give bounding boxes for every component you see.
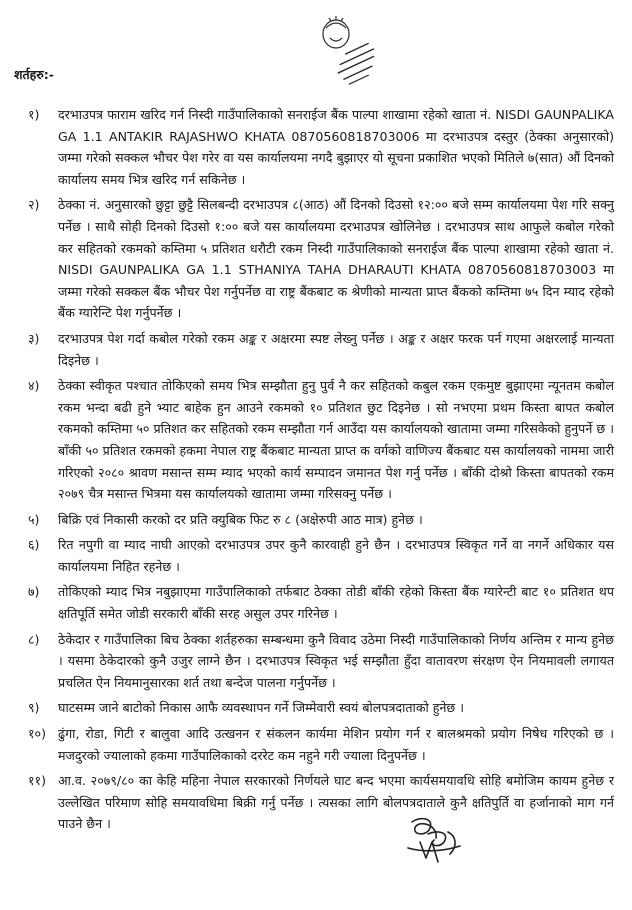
term-number: ८) <box>28 631 40 647</box>
terms-heading: शर्तहरु:- <box>14 67 54 82</box>
term-number: ५) <box>28 511 40 527</box>
term-item <box>28 581 614 624</box>
term-text: आ.व. २०७९/८० का केहि महिना नेपाल सरकारको निर्णयले घाट बन्द भएमा कार्यसमयावधि सोहि बमोजिम कायम हुनेछ र उल्लेखित परिमाण सोहि समयावधिमा बिक्री गर्नु पर्नेछ । त्यसका लागि बोलपत्रदाताले कुनै क्षतिपुर्ति वा हर्जानाको माग गर्न पाउने छैन । <box>58 773 614 832</box>
term-item <box>28 375 614 505</box>
term-number: ७) <box>28 584 40 600</box>
term-text: ठेकेदार र गाउँपालिका बिच ठेक्का शर्तहरुका सम्बन्धमा कुनै विवाद उठेमा निस्दी गाउँपालिकाको निर्णय अन्तिम र मान्य हुनेछ । यसमा ठेकेदारको कुनै उजुर लाग्ने छैन । दरभाउपत्र स्विकृत भई सम्झौता हुँदा वातावरण संरक्षण ऐन नियमावली लगायत प्रचलित ऐन नियमानुसारका शर्त तथा बन्देज पालना गर्नुपर्नेछ । <box>58 631 614 690</box>
term-item <box>28 770 614 835</box>
term-number: ११) <box>28 773 47 789</box>
term-number: १०) <box>28 726 47 742</box>
term-text: दरभाउपत्र पेश गर्दा कबोल गरेको रकम अङ्क र अक्षरमा स्पष्ट लेख्नु पर्नेछ । अङ्क र अक्षर फरक पर्न गएमा अक्षरलाई मान्यता दिइनेछ । <box>58 330 614 368</box>
term-text: रित नपुगी वा म्याद नाघी आएको दरभाउपत्र उपर कुनै कारवाही हुने छैन । दरभाउपत्र स्विकृत गर्ने वा नगर्ने अधिकार यस कार्यालयमा निहित रहनेछ । <box>58 537 614 574</box>
term-number: ९) <box>28 700 40 716</box>
office-seal-logo <box>286 12 390 88</box>
term-text: दरभाउपत्र फाराम खरिद गर्न निस्दी गाउँपालिकाको सनराईज बैंक पाल्पा शाखामा रहेको खाता नं. NISDI GAUNPALIKA GA 1.1 ANTAKIR RAJASHWO KHATA 0870560818703006 मा दरभाउपत्र दस्तुर (ठेक्का अनुसारको) जम्मा गरेको सक्कल भौचर पेश गरेर वा यस कार्यालयमा नगदै बुझाएर यो सूचना प्रकाशित भएको मितिले ७(सात) औं दिनको कार्यालय समय भित्र खरिद गर्न सकिनेछ । <box>58 107 614 187</box>
term-number: १) <box>28 107 40 122</box>
term-item <box>28 509 614 531</box>
term-text: ठेक्का स्वीकृत पश्चात तोकिएको समय भित्र सम्झौता हुनु पुर्व नै कर सहितको कबुल रकम एकमुष्ट बुझाएमा न्यूनतम कबोल रकम भन्दा बढी हुने भ्याट बाहेक हुन आउने रकमको १० प्रतिशत छुट दिइनेछ । सो नभएमा प्रथम किस्ता बापत कबोल रकमको कम्तिमा ५० प्रतिशत कर सहितको रकम सम्झौता गर्न आउँदा यस कार्यालयको खातामा जम्मा गरिसकेको हुनुपर्ने छ । बाँकी ५० प्रतिशत रकमको हकमा नेपाल राष्ट्र बैंकबाट मान्यता प्राप्त क वर्गको वाणिज्य बैंकबाट यस कार्यालयको नाममा जारी गरिएको २०८० श्रावण मसान्त सम्म म्याद भएको कार्य सम्पादन जमानत पेश गर्नु पर्नेछ । बाँकी दोश्रो किस्ता बापतको रकम २०७९ चैत्र मसान्त भित्रमा यस कार्यालयको खातामा जम्मा गरिसक्नु पर्नेछ । <box>58 378 614 502</box>
term-item <box>28 697 614 719</box>
term-number: ४) <box>28 378 40 394</box>
term-item <box>28 723 614 766</box>
term-item <box>28 328 614 371</box>
term-number: २) <box>28 197 40 213</box>
term-item <box>28 534 614 577</box>
term-item <box>28 104 614 190</box>
term-number: ३) <box>28 330 40 346</box>
term-text: ढुंगा, रोडा, गिटी र बालुवा आदि उत्खनन र संकलन कार्यमा मेशिन प्रयोग गर्न र बालश्रमको प्रयोग निषेध गरिएको छ । मजदुरको ज्यालाको हकमा गाउँपालिकाको दररेट कम नहुने गरी ज्याला दिनुपर्नेछ । <box>58 726 614 763</box>
term-text: ठेक्का नं. अनुसारको छुट्टा छुट्टै सिलबन्दी दरभाउपत्र ८(आठ) औं दिनको दिउसो १२:०० बजे सम्म कार्यालयमा पेश गरि सक्नु पर्नेछ । साथै सोही दिनको दिउसो १:०० बजे यस कार्यालयमा दरभाउपत्र खोलिनेछ । दरभाउपत्र साथ आफुले कबोल गरेको कर सहितको रकमको कम्तिमा ५ प्रतिशत धरौटी रकम निस्दी गाउँपालिकाको सनराईज बैंक पाल्पा शाखामा रहेको खाता नं. NISDI GAUNPALIKA GA 1.1 STHANIYA TAHA DHARAUTI KHATA 0870560818703003 मा जम्मा गरेको सक्कल बैंक भौचर पेश गर्नुपर्नेछ वा राष्ट्र बैंकबाट क श्रेणीको मान्यता प्राप्त बैंकको कम्तिमा ७५ दिन म्याद रहेको बैंक ग्यारेन्टि पेश गर्नुपर्नेछ । <box>58 197 614 321</box>
term-item <box>28 194 614 324</box>
terms-list <box>28 104 614 839</box>
term-item <box>28 629 614 694</box>
term-number: ६) <box>28 537 40 553</box>
term-text: बिक्रि एवं निकासी करको दर प्रति क्युबिक फिट रु ८ (अक्षेरुपी आठ मात्र) हुनेछ । <box>58 511 423 527</box>
signature-mark <box>398 812 474 872</box>
term-text: घाटसम्म जाने बाटोको निकास आफै व्यवस्थापन गर्ने जिम्मेवारी स्वयं बोलपत्रदाताको हुनेछ । <box>58 700 465 716</box>
term-text: तोकिएको म्याद भित्र नबुझाएमा गाउँपालिकाको तर्फबाट ठेक्का तोडी बाँकी रहेको किस्ता बैंक ग्यारेन्टी बाट १० प्रतिशत थप क्षतिपूर्ति समेत जोडी सरकारी बाँकी सरह असुल उपर गरिनेछ । <box>58 584 614 622</box>
